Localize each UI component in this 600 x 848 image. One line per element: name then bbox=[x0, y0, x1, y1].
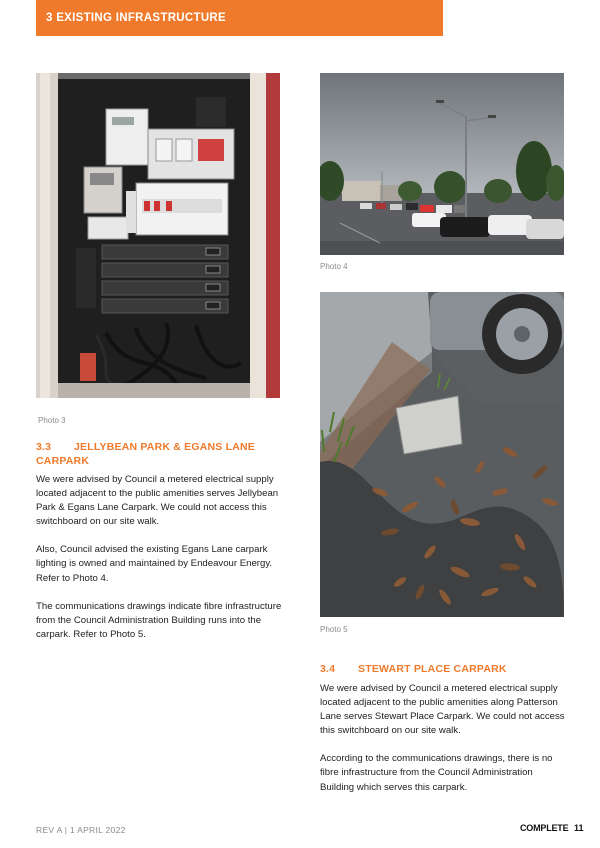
section-3-4-body bbox=[320, 682, 568, 809]
section-3-4-paragraph-2: According to the communications drawings, there is no fibre infrastructure from the Council Administration Building which serves this carpark. bbox=[320, 753, 553, 793]
section-3-3-title-line2: CARPARK bbox=[36, 455, 90, 467]
footer-brand-logo: COMPLETE bbox=[520, 823, 569, 833]
photo-3-switchboard bbox=[36, 73, 280, 398]
photo-4-caption: Photo 4 bbox=[320, 262, 348, 271]
section-3-3-paragraph-1: We were advised by Council a metered electrical supply located adjacent to the public amenities serves Jellybean Park & Egans Lane Carpark. We could not access this switchboard on our site walk. bbox=[36, 474, 279, 528]
photo-4-carpark bbox=[320, 73, 564, 255]
section-3-3-paragraph-3: The communications drawings indicate fibre infrastructure from the Council Administration Building runs into the carpark. Refer to Photo 5. bbox=[36, 600, 282, 640]
section-header-bar bbox=[36, 0, 443, 36]
photo-5-caption: Photo 5 bbox=[320, 625, 348, 634]
section-3-4-number: 3.4 bbox=[320, 663, 336, 675]
footer-revision: REV A | 1 APRIL 2022 bbox=[36, 825, 126, 835]
section-3-3-body bbox=[36, 473, 284, 656]
section-header-title: 3 EXISTING INFRASTRUCTURE bbox=[46, 12, 227, 24]
photo-5-pit-lid bbox=[320, 292, 564, 617]
section-3-3-heading bbox=[36, 440, 296, 468]
section-3-4-title: STEWART PLACE CARPARK bbox=[358, 663, 507, 675]
section-3-4-heading bbox=[320, 662, 570, 676]
section-3-3-number: 3.3 bbox=[36, 441, 52, 453]
section-3-4-paragraph-1: We were advised by Council a metered electrical supply located adjacent to the public amenities along Patterson Lane serves Stewart Place Carpark. We could not access this switchboard on our site walk. bbox=[320, 683, 565, 737]
section-3-3-paragraph-2: Also, Council advised the existing Egans Lane carpark lighting is owned and maintained by Endeavour Energy. Refer to Photo 4. bbox=[36, 544, 273, 584]
footer-page-number: 11 bbox=[574, 823, 584, 833]
photo-3-caption: Photo 3 bbox=[38, 416, 66, 425]
section-3-3-title-line1: JELLYBEAN PARK & EGANS LANE bbox=[74, 441, 256, 453]
